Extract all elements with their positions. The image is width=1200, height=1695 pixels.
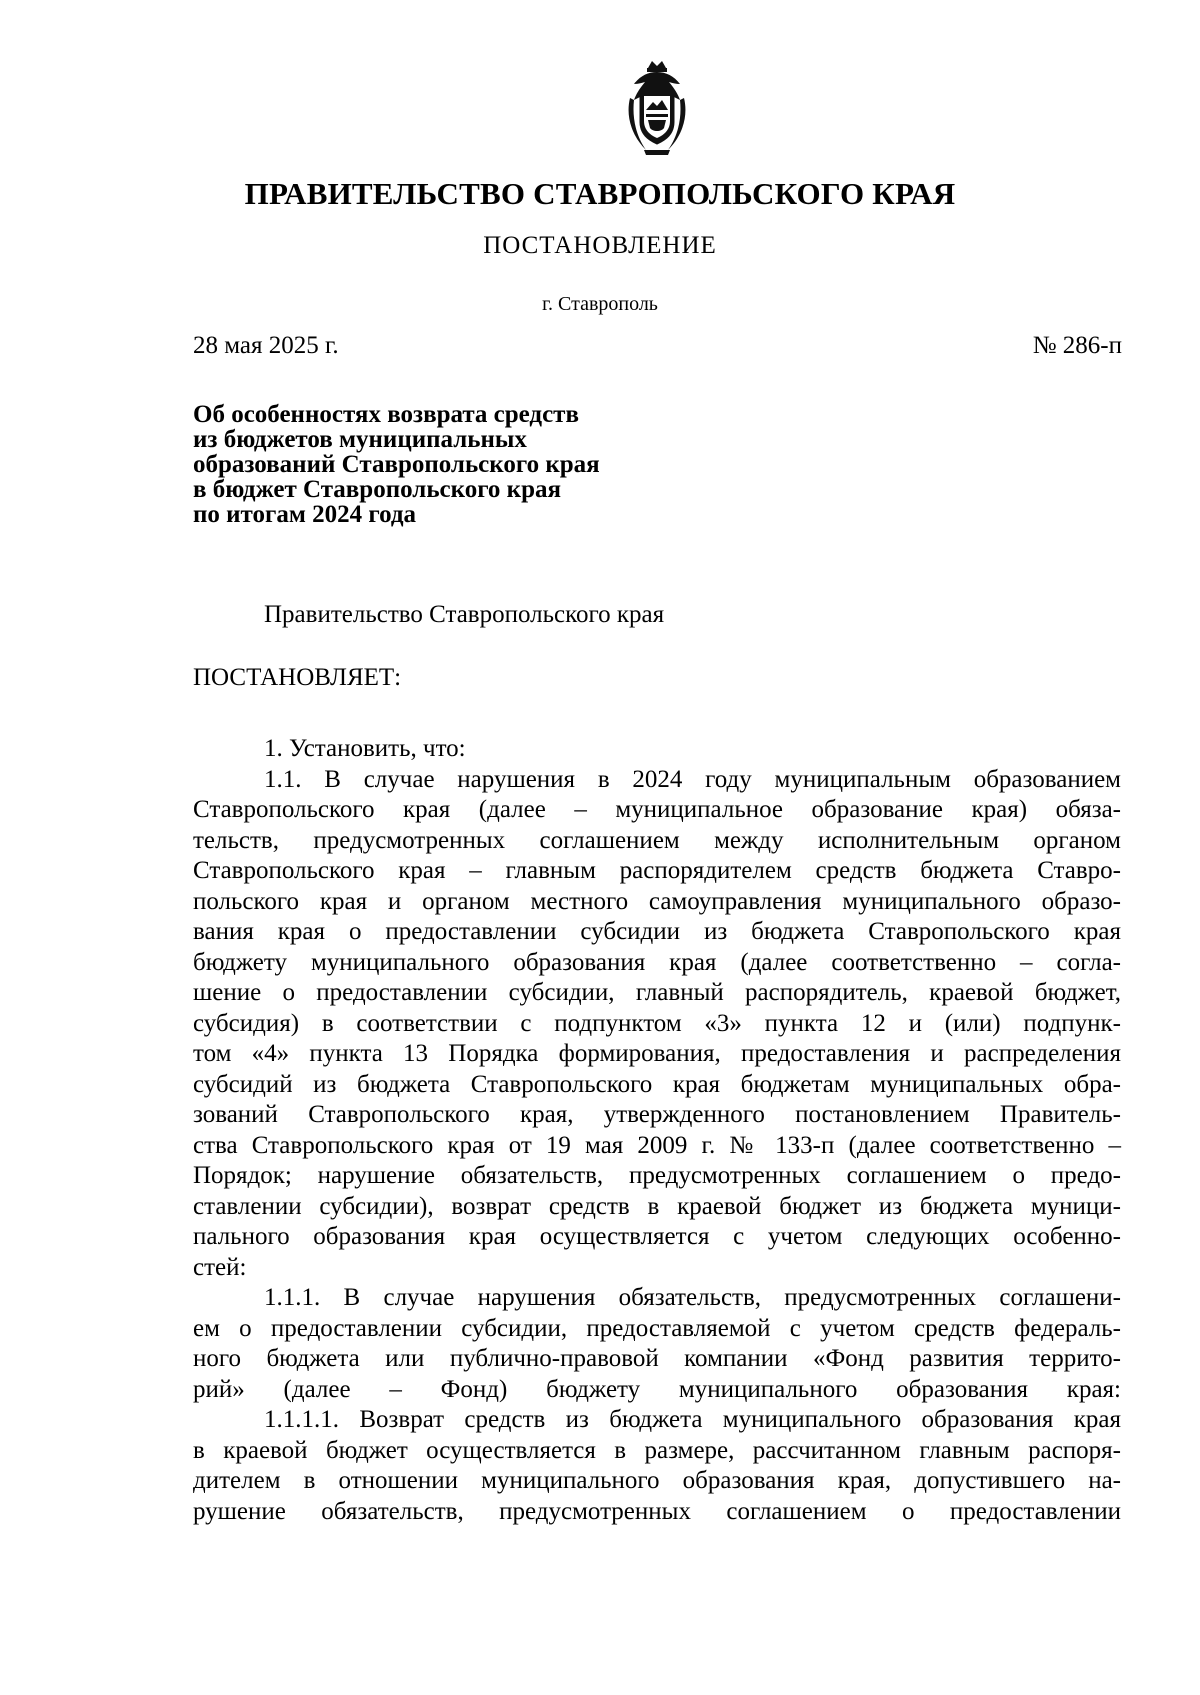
body-line: 1.1.1.1. Возврат средств из бюджета муниципального образования края (264, 1406, 1121, 1433)
document-number: № 286-п (1032, 332, 1122, 359)
body-line: ства Ставропольского края от 19 мая 2009 г. № 133-п (далее соответственно – (193, 1131, 1121, 1159)
body-line: вания края о предоставлении субсидии из бюджета Ставропольского края (193, 918, 1121, 945)
document-type: ПОСТАНОВЛЕНИЕ (483, 232, 717, 259)
body-line: шение о предоставлении субсидии, главный распорядитель, краевой бюджет, (193, 979, 1121, 1006)
document-date: 28 мая 2025 г. (193, 332, 339, 359)
subject-line: по итогам 2024 года (193, 501, 417, 528)
subject-line: из бюджетов муниципальных (193, 426, 527, 453)
body-line: ем о предоставлении субсидии, предоставляемой с учетом средств федераль- (193, 1314, 1121, 1342)
subject-line: Об особенностях возврата средств (193, 401, 579, 428)
body-line: ставлении субсидии), возврат средств в краевой бюджет из бюджета муници- (193, 1192, 1121, 1220)
body-line: 1. Установить, что: (264, 735, 466, 762)
coat-of-arms-icon (618, 58, 696, 158)
body-line: 1.1.1. В случае нарушения обязательств, предусмотренных соглашени- (264, 1284, 1121, 1311)
decree-word: ПОСТАНОВЛЯЕТ: (193, 664, 402, 691)
body-line: Ставропольского края – главным распорядителем средств бюджета Ставро- (193, 857, 1121, 884)
body-line: рушение обязательств, предусмотренных соглашением о предоставлении (193, 1497, 1121, 1525)
body-line: том «4» пункта 13 Порядка формирования, предоставления и распределения (193, 1040, 1121, 1067)
body-line: 1.1. В случае нарушения в 2024 году муниципальным образованием (264, 765, 1121, 793)
body-line: в краевой бюджет осуществляется в размере, рассчитанном главным распоря- (193, 1436, 1121, 1464)
subject-line: образований Ставропольского края (193, 451, 600, 478)
body-line: субсидия) в соответствии с подпунктом «3» пункта 12 и (или) подпунк- (193, 1009, 1121, 1037)
body-line: тельств, предусмотренных соглашением между исполнительным органом (193, 826, 1121, 854)
city: г. Ставрополь (542, 293, 658, 315)
body-line: рий» (далее – Фонд) бюджету муниципального образования края: (193, 1375, 1121, 1403)
body-line: пального образования края осуществляется с учетом следующих особенно- (193, 1223, 1121, 1250)
body-line: бюджету муниципального образования края (далее соответственно – согла- (193, 948, 1121, 976)
body-line: зований Ставропольского края, утвержденного постановлением Правитель- (193, 1101, 1121, 1128)
body-line: Порядок; нарушение обязательств, предусмотренных соглашением о предо- (193, 1162, 1121, 1189)
body-line: Ставропольского края (далее – муниципальное образование края) обяза- (193, 796, 1121, 823)
subject-line: в бюджет Ставропольского края (193, 476, 562, 503)
government-title: ПРАВИТЕЛЬСТВО СТАВРОПОЛЬСКОГО КРАЯ (244, 176, 956, 211)
document-subject (193, 402, 600, 527)
body-line: стей: (193, 1253, 247, 1281)
body-line: дителем в отношении муниципального образования края, допустившего на- (193, 1467, 1121, 1494)
body-line: субсидий из бюджета Ставропольского края бюджетам муниципальных обра- (193, 1070, 1121, 1098)
document-body (193, 734, 1121, 1527)
body-line: польского края и органом местного самоуправления муниципального образо- (193, 887, 1121, 915)
body-line: ного бюджета или публично-правовой компании «Фонд развития террито- (193, 1345, 1121, 1372)
preamble: Правительство Ставропольского края (264, 601, 665, 628)
